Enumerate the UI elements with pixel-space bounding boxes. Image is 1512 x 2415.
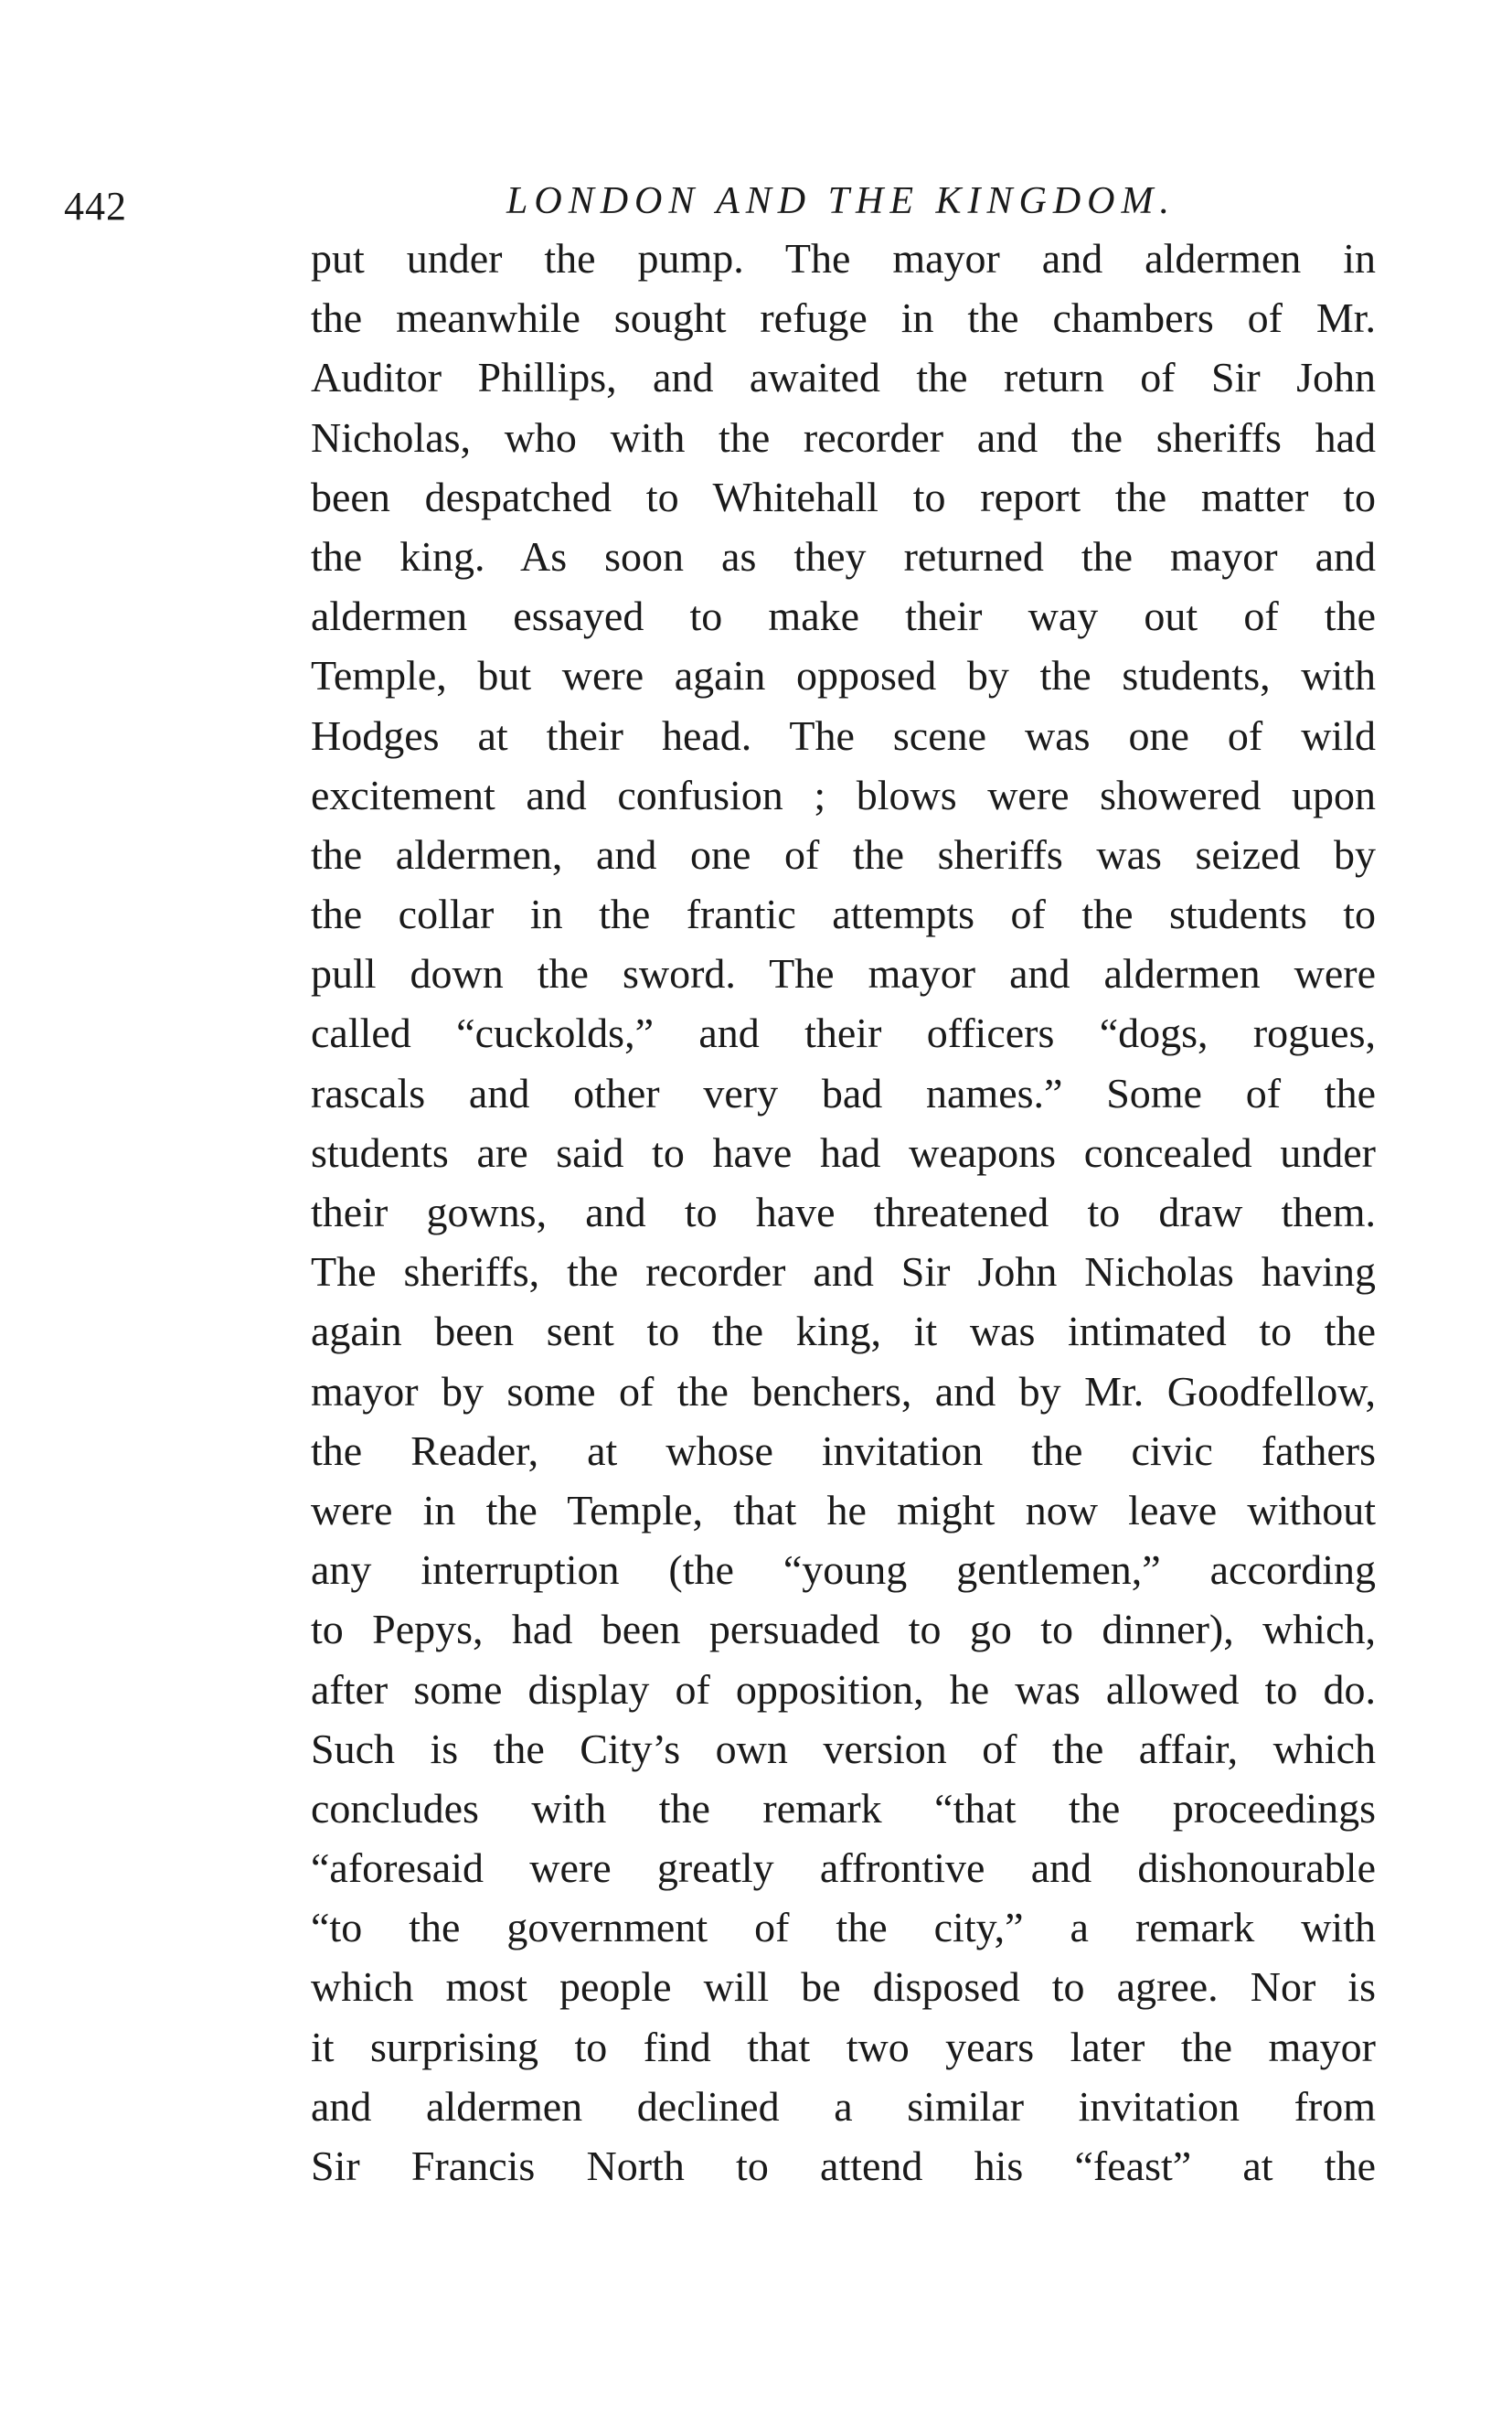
text-line: and aldermen declined a similar invitation from: [311, 2082, 1376, 2130]
text-line: any interruption (the “young gentlemen,” according: [311, 1546, 1376, 1594]
text-line: the collar in the frantic attempts of the students to: [311, 891, 1376, 938]
text-line: rascals and other very bad names.” Some of the: [311, 1069, 1376, 1117]
text-line: mayor by some of the benchers, and by Mr. Goodfellow,: [311, 1367, 1376, 1415]
text-line: Nicholas, who with the recorder and the sheriffs had: [311, 413, 1376, 461]
text-line: The sheriffs, the recorder and Sir John Nicholas having: [311, 1248, 1376, 1296]
text-line: concludes with the remark “that the proceedings: [311, 1784, 1376, 1832]
text-line: Sir Francis North to attend his “feast” at the: [311, 2143, 1376, 2189]
text-line: students are said to have had weapons concealed under: [311, 1128, 1376, 1176]
text-line: Such is the City’s own version of the affair, which: [311, 1725, 1376, 1772]
text-line: the king. As soon as they returned the mayor and: [311, 532, 1376, 580]
text-line: excitement and confusion ; blows were showered upon: [311, 771, 1376, 818]
text-line: pull down the sword. The mayor and aldermen were: [311, 950, 1376, 998]
text-line: put under the pump. The mayor and aldermen in: [311, 235, 1376, 282]
text-line: Hodges at their head. The scene was one of wild: [311, 711, 1376, 759]
page-number: 442: [64, 184, 127, 229]
text-line: Auditor Phillips, and awaited the return of Sir John: [311, 354, 1376, 401]
text-line: their gowns, and to have threatened to draw them.: [311, 1189, 1376, 1235]
text-line: aldermen essayed to make their way out of the: [311, 593, 1376, 640]
text-line: Temple, but were again opposed by the students, with: [311, 652, 1376, 700]
text-line: to Pepys, had been persuaded to go to dinner), which,: [311, 1606, 1376, 1653]
text-line: the aldermen, and one of the sheriffs was seized by: [311, 830, 1376, 878]
text-line: after some display of opposition, he was allowed to do.: [311, 1665, 1376, 1713]
text-line: were in the Temple, that he might now leave without: [311, 1486, 1376, 1533]
text-line: the meanwhile sought refuge in the chambers of Mr.: [311, 294, 1376, 342]
text-line: called “cuckolds,” and their officers “dogs, rogues,: [311, 1010, 1376, 1057]
text-line: “aforesaid were greatly affrontive and dishonourable: [311, 1844, 1376, 1892]
text-line: again been sent to the king, it was intimated to the: [311, 1308, 1376, 1355]
text-line: “to the government of the city,” a remark with: [311, 1904, 1376, 1951]
text-line: the Reader, at whose invitation the civic fathers: [311, 1427, 1376, 1474]
text-line: it surprising to find that two years later the mayor: [311, 2023, 1376, 2070]
running-title: LONDON AND THE KINGDOM.: [506, 180, 1176, 222]
text-line: been despatched to Whitehall to report the matter to: [311, 473, 1376, 520]
text-line: which most people will be disposed to agree. Nor is: [311, 1963, 1376, 2011]
body-text: [311, 229, 1376, 2196]
